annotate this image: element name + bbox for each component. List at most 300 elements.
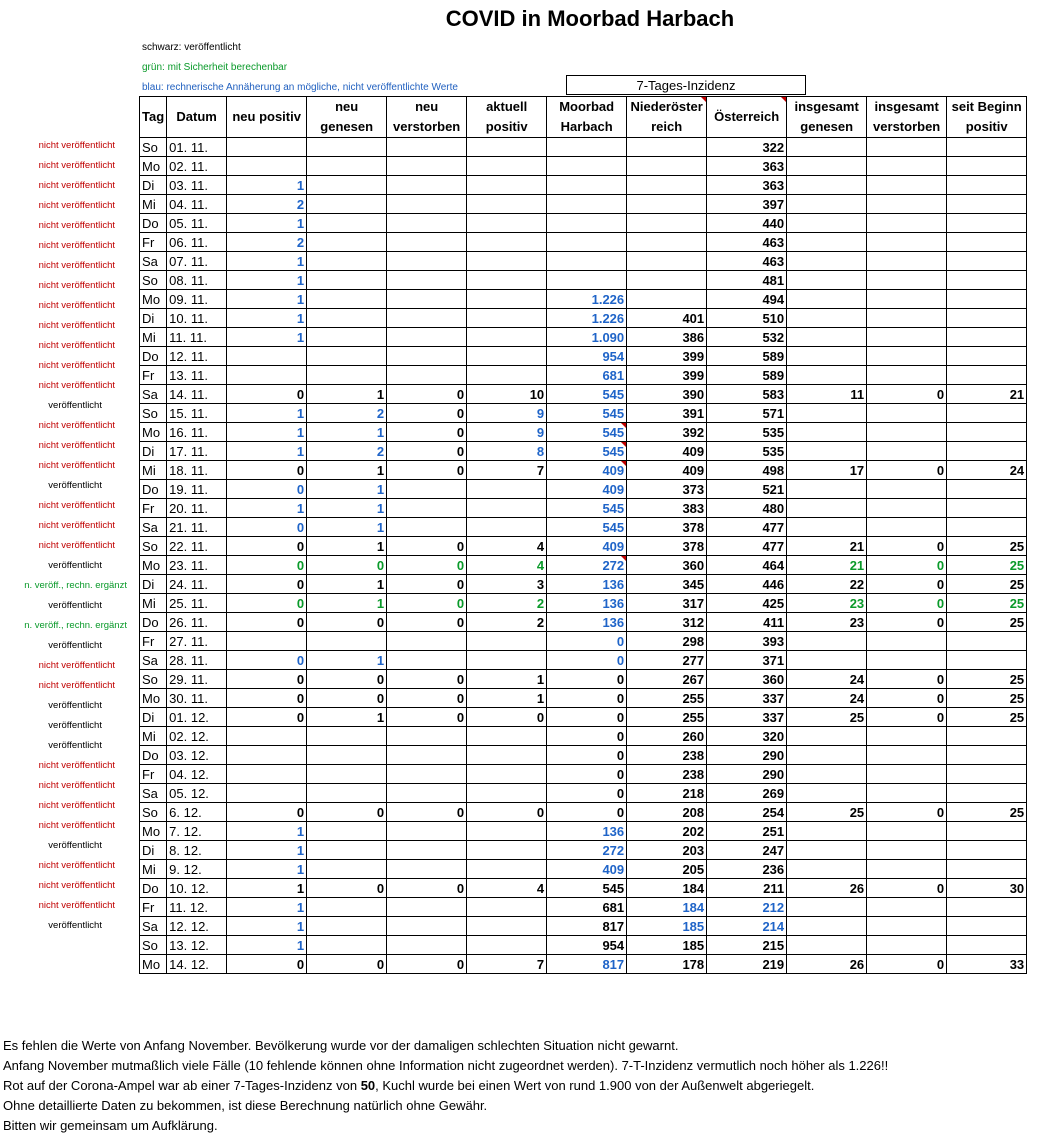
cell-value: 1.226	[547, 290, 627, 309]
cell-value: 1	[227, 917, 307, 936]
cell-value: 393	[707, 632, 787, 651]
table-row	[140, 765, 1027, 784]
cell-value: 238	[627, 746, 707, 765]
cell-value	[547, 233, 627, 252]
table-row	[140, 613, 1027, 632]
cell-tag: Do	[140, 613, 167, 632]
cell-tag: Fr	[140, 765, 167, 784]
cell-value: 463	[707, 252, 787, 271]
cell-value	[787, 214, 867, 233]
cell-value: 0	[547, 727, 627, 746]
cell-value	[787, 233, 867, 252]
cell-tag: Di	[140, 575, 167, 594]
cell-datum: 14. 11.	[167, 385, 227, 404]
cell-value: 211	[707, 879, 787, 898]
cell-value: 0	[387, 689, 467, 708]
cell-value: 251	[707, 822, 787, 841]
cell-value: 214	[707, 917, 787, 936]
row-status: n. veröff., rechn. ergänzt	[24, 580, 127, 591]
cell-tag: Mi	[140, 328, 167, 347]
column-header: Niederöster reich	[627, 97, 707, 138]
cell-value	[787, 442, 867, 461]
row-status: nicht veröffentlicht	[38, 520, 115, 531]
row-status: nicht veröffentlicht	[38, 380, 115, 391]
cell-value	[867, 841, 947, 860]
cell-value	[867, 651, 947, 670]
cell-value: 681	[547, 366, 627, 385]
cell-value	[627, 157, 707, 176]
cell-value	[387, 822, 467, 841]
cell-value	[867, 860, 947, 879]
cell-datum: 12. 12.	[167, 917, 227, 936]
cell-value	[547, 214, 627, 233]
table-row	[140, 385, 1027, 404]
row-status: veröffentlicht	[48, 740, 102, 751]
column-header: Moorbad Harbach	[547, 97, 627, 138]
cell-value	[307, 366, 387, 385]
cell-value	[627, 252, 707, 271]
table-row	[140, 138, 1027, 157]
cell-value: 317	[627, 594, 707, 613]
cell-value: 1	[227, 841, 307, 860]
cell-value	[947, 898, 1027, 917]
cell-value: 1	[307, 651, 387, 670]
row-status: nicht veröffentlicht	[38, 540, 115, 551]
cell-datum: 08. 11.	[167, 271, 227, 290]
cell-value: 817	[547, 955, 627, 974]
cell-tag: So	[140, 404, 167, 423]
table-row	[140, 271, 1027, 290]
cell-value: 21	[947, 385, 1027, 404]
cell-value: 0	[387, 575, 467, 594]
cell-value: 0	[227, 803, 307, 822]
cell-value	[867, 138, 947, 157]
cell-value	[787, 176, 867, 195]
cell-datum: 03. 12.	[167, 746, 227, 765]
cell-value	[947, 271, 1027, 290]
cell-value: 0	[387, 404, 467, 423]
cell-value	[467, 822, 547, 841]
cell-value: 545	[547, 499, 627, 518]
cell-datum: 7. 12.	[167, 822, 227, 841]
cell-value	[947, 366, 1027, 385]
cell-value	[467, 176, 547, 195]
table-row	[140, 822, 1027, 841]
cell-value	[227, 727, 307, 746]
cell-value	[787, 499, 867, 518]
cell-value: 26	[787, 955, 867, 974]
cell-value: 371	[707, 651, 787, 670]
cell-tag: Do	[140, 347, 167, 366]
cell-value: 2	[227, 195, 307, 214]
row-status: nicht veröffentlicht	[38, 240, 115, 251]
cell-value	[227, 157, 307, 176]
cell-value: 0	[867, 689, 947, 708]
row-status: nicht veröffentlicht	[38, 180, 115, 191]
cell-datum: 06. 11.	[167, 233, 227, 252]
cell-value: 184	[627, 879, 707, 898]
table-row	[140, 879, 1027, 898]
cell-value	[787, 936, 867, 955]
page-title: COVID in Moorbad Harbach	[445, 6, 735, 31]
cell-value	[467, 936, 547, 955]
table-row	[140, 746, 1027, 765]
table-row	[140, 898, 1027, 917]
row-status	[0, 996, 137, 1016]
cell-value	[387, 765, 467, 784]
cell-datum: 01. 11.	[167, 138, 227, 157]
table-row	[140, 784, 1027, 803]
cell-value: 0	[307, 613, 387, 632]
table-row	[140, 651, 1027, 670]
cell-tag: Mo	[140, 157, 167, 176]
cell-value: 215	[707, 936, 787, 955]
cell-value: 2	[307, 442, 387, 461]
cell-tag: Do	[140, 879, 167, 898]
cell-value: 33	[947, 955, 1027, 974]
cell-value	[467, 784, 547, 803]
cell-value	[627, 290, 707, 309]
cell-value: 26	[787, 879, 867, 898]
cell-datum: 13. 12.	[167, 936, 227, 955]
cell-value: 0	[227, 518, 307, 537]
cell-value: 0	[867, 537, 947, 556]
cell-value: 373	[627, 480, 707, 499]
cell-value: 25	[947, 708, 1027, 727]
cell-datum: 20. 11.	[167, 499, 227, 518]
cell-value: 1	[467, 670, 547, 689]
cell-value	[467, 841, 547, 860]
cell-value	[867, 328, 947, 347]
cell-value	[787, 917, 867, 936]
cell-datum: 05. 12.	[167, 784, 227, 803]
cell-value	[307, 328, 387, 347]
cell-value	[787, 423, 867, 442]
cell-value	[947, 347, 1027, 366]
cell-value	[307, 765, 387, 784]
cell-tag: Mo	[140, 689, 167, 708]
cell-value: 409	[547, 860, 627, 879]
cell-datum: 26. 11.	[167, 613, 227, 632]
cell-value	[547, 252, 627, 271]
cell-value: 0	[387, 955, 467, 974]
cell-value: 219	[707, 955, 787, 974]
cell-value: 254	[707, 803, 787, 822]
cell-value	[467, 195, 547, 214]
cell-value: 0	[867, 575, 947, 594]
cell-value: 269	[707, 784, 787, 803]
cell-value: 290	[707, 746, 787, 765]
table-row	[140, 252, 1027, 271]
cell-value: 1	[307, 708, 387, 727]
cell-value: 446	[707, 575, 787, 594]
legend-green: grün: mit Sicherheit berechenbar	[142, 62, 288, 73]
table-row	[140, 404, 1027, 423]
table-row	[140, 955, 1027, 974]
cell-value: 0	[227, 537, 307, 556]
cell-value	[387, 309, 467, 328]
table-row	[140, 347, 1027, 366]
cell-value: 521	[707, 480, 787, 499]
cell-tag: Fr	[140, 366, 167, 385]
cell-value	[387, 271, 467, 290]
cell-value	[627, 233, 707, 252]
cell-value: 25	[947, 670, 1027, 689]
cell-value: 345	[627, 575, 707, 594]
cell-value	[387, 499, 467, 518]
cell-value: 218	[627, 784, 707, 803]
cell-datum: 9. 12.	[167, 860, 227, 879]
cell-value	[307, 138, 387, 157]
column-header: Österreich	[707, 97, 787, 138]
cell-value: 391	[627, 404, 707, 423]
row-status: nicht veröffentlicht	[38, 460, 115, 471]
cell-datum: 02. 11.	[167, 157, 227, 176]
cell-value: 0	[547, 765, 627, 784]
cell-datum: 29. 11.	[167, 670, 227, 689]
cell-value: 0	[467, 708, 547, 727]
row-status: nicht veröffentlicht	[38, 900, 115, 911]
cell-value: 1	[227, 879, 307, 898]
cell-datum: 11. 12.	[167, 898, 227, 917]
cell-value	[947, 176, 1027, 195]
legend-black: schwarz: veröffentlicht	[142, 42, 241, 53]
cell-value: 0	[867, 803, 947, 822]
cell-value: 0	[227, 670, 307, 689]
cell-value: 409	[547, 480, 627, 499]
cell-value: 4	[467, 879, 547, 898]
column-header: insgesamt verstorben	[867, 97, 947, 138]
cell-value	[387, 347, 467, 366]
cell-value	[387, 252, 467, 271]
cell-value: 0	[867, 461, 947, 480]
row-status: nicht veröffentlicht	[38, 680, 115, 691]
cell-value	[387, 860, 467, 879]
row-status: nicht veröffentlicht	[38, 160, 115, 171]
cell-value	[787, 898, 867, 917]
cell-value	[787, 157, 867, 176]
cell-value	[947, 936, 1027, 955]
cell-value: 386	[627, 328, 707, 347]
cell-value: 22	[787, 575, 867, 594]
cell-tag: So	[140, 936, 167, 955]
cell-tag: So	[140, 537, 167, 556]
cell-value: 272	[547, 556, 627, 575]
cell-value	[787, 347, 867, 366]
row-status: veröffentlicht	[48, 400, 102, 411]
cell-value: 25	[787, 708, 867, 727]
cell-value: 260	[627, 727, 707, 746]
cell-value	[387, 746, 467, 765]
cell-value	[467, 157, 547, 176]
cell-value	[307, 252, 387, 271]
cell-value	[387, 233, 467, 252]
cell-value	[307, 233, 387, 252]
row-status: veröffentlicht	[48, 480, 102, 491]
cell-value: 8	[467, 442, 547, 461]
cell-value: 0	[227, 689, 307, 708]
cell-value	[227, 746, 307, 765]
inzidenz-header: 7-Tages-Inzidenz	[566, 75, 806, 95]
cell-value	[867, 157, 947, 176]
cell-value	[547, 138, 627, 157]
cell-value: 409	[547, 461, 627, 480]
cell-value: 10	[467, 385, 547, 404]
cell-value	[387, 328, 467, 347]
cell-value: 498	[707, 461, 787, 480]
cell-value: 25	[787, 803, 867, 822]
cell-datum: 15. 11.	[167, 404, 227, 423]
cell-value: 532	[707, 328, 787, 347]
cell-value: 409	[547, 537, 627, 556]
cell-value	[867, 727, 947, 746]
table-row	[140, 689, 1027, 708]
cell-value	[307, 271, 387, 290]
cell-value: 0	[467, 803, 547, 822]
cell-value: 0	[387, 879, 467, 898]
cell-tag: Di	[140, 708, 167, 727]
cell-value: 1	[227, 290, 307, 309]
cell-datum: 24. 11.	[167, 575, 227, 594]
cell-value	[947, 822, 1027, 841]
row-status: nicht veröffentlicht	[38, 200, 115, 211]
cell-value	[867, 252, 947, 271]
table-row	[140, 366, 1027, 385]
cell-value	[947, 746, 1027, 765]
cell-value	[227, 632, 307, 651]
cell-tag: Sa	[140, 385, 167, 404]
cell-value	[467, 518, 547, 537]
cell-value	[947, 917, 1027, 936]
cell-value: 1	[227, 860, 307, 879]
table-row	[140, 594, 1027, 613]
cell-datum: 8. 12.	[167, 841, 227, 860]
cell-value	[947, 784, 1027, 803]
cell-value: 409	[627, 461, 707, 480]
cell-datum: 28. 11.	[167, 651, 227, 670]
cell-value: 238	[627, 765, 707, 784]
row-status: nicht veröffentlicht	[38, 260, 115, 271]
cell-value: 399	[627, 366, 707, 385]
table-row	[140, 860, 1027, 879]
cell-value: 545	[547, 404, 627, 423]
cell-value: 1	[307, 594, 387, 613]
cell-value: 202	[627, 822, 707, 841]
cell-value	[387, 917, 467, 936]
cell-value: 1	[227, 214, 307, 233]
cell-value	[867, 366, 947, 385]
cell-value: 0	[387, 461, 467, 480]
column-header: insgesamt genesen	[787, 97, 867, 138]
cell-value: 1	[307, 480, 387, 499]
cell-datum: 04. 11.	[167, 195, 227, 214]
cell-value: 0	[387, 594, 467, 613]
cell-value: 255	[627, 708, 707, 727]
cell-value: 185	[627, 936, 707, 955]
cell-value	[947, 252, 1027, 271]
cell-tag: Do	[140, 214, 167, 233]
cell-value: 545	[547, 385, 627, 404]
cell-value	[787, 252, 867, 271]
cell-value	[387, 727, 467, 746]
cell-value: 1	[227, 176, 307, 195]
cell-value	[947, 480, 1027, 499]
cell-value: 255	[627, 689, 707, 708]
table-row	[140, 480, 1027, 499]
cell-value	[787, 309, 867, 328]
cell-value: 954	[547, 936, 627, 955]
cell-tag: Fr	[140, 233, 167, 252]
cell-value: 0	[227, 955, 307, 974]
cell-value: 463	[707, 233, 787, 252]
cell-value	[787, 366, 867, 385]
cell-value: 0	[867, 385, 947, 404]
cell-value: 545	[547, 879, 627, 898]
cell-value	[387, 138, 467, 157]
cell-tag: Fr	[140, 632, 167, 651]
cell-value: 11	[787, 385, 867, 404]
cell-value: 0	[547, 651, 627, 670]
row-status: nicht veröffentlicht	[38, 420, 115, 431]
row-status: veröffentlicht	[48, 600, 102, 611]
table-row	[140, 803, 1027, 822]
cell-value	[627, 138, 707, 157]
cell-value: 25	[947, 689, 1027, 708]
table-row	[140, 233, 1027, 252]
cell-value	[467, 214, 547, 233]
cell-value	[547, 271, 627, 290]
cell-value	[307, 936, 387, 955]
cell-value: 1	[307, 385, 387, 404]
row-status: nicht veröffentlicht	[38, 800, 115, 811]
cell-tag: Mo	[140, 290, 167, 309]
table-row	[140, 537, 1027, 556]
cell-value: 477	[707, 518, 787, 537]
table-row	[140, 195, 1027, 214]
cell-value	[307, 822, 387, 841]
table-row	[140, 309, 1027, 328]
cell-value	[387, 841, 467, 860]
cell-value: 1	[307, 575, 387, 594]
cell-value: 0	[387, 803, 467, 822]
column-header: neu positiv	[227, 97, 307, 138]
cell-value: 185	[627, 917, 707, 936]
cell-value: 464	[707, 556, 787, 575]
cell-datum: 02. 12.	[167, 727, 227, 746]
cell-tag: Mo	[140, 556, 167, 575]
cell-value	[467, 917, 547, 936]
cell-value	[307, 157, 387, 176]
cell-value	[547, 157, 627, 176]
cell-value: 2	[227, 233, 307, 252]
table-row	[140, 917, 1027, 936]
row-status: nicht veröffentlicht	[38, 760, 115, 771]
cell-value: 545	[547, 423, 627, 442]
cell-value: 25	[947, 556, 1027, 575]
cell-value: 1	[227, 271, 307, 290]
cell-datum: 10. 12.	[167, 879, 227, 898]
cell-value: 205	[627, 860, 707, 879]
cell-value	[787, 632, 867, 651]
cell-value: 378	[627, 537, 707, 556]
cell-value: 0	[307, 879, 387, 898]
table-row	[140, 670, 1027, 689]
cell-value: 0	[387, 423, 467, 442]
cell-value: 184	[627, 898, 707, 917]
cell-value	[307, 214, 387, 233]
cell-value	[867, 746, 947, 765]
cell-value	[387, 214, 467, 233]
